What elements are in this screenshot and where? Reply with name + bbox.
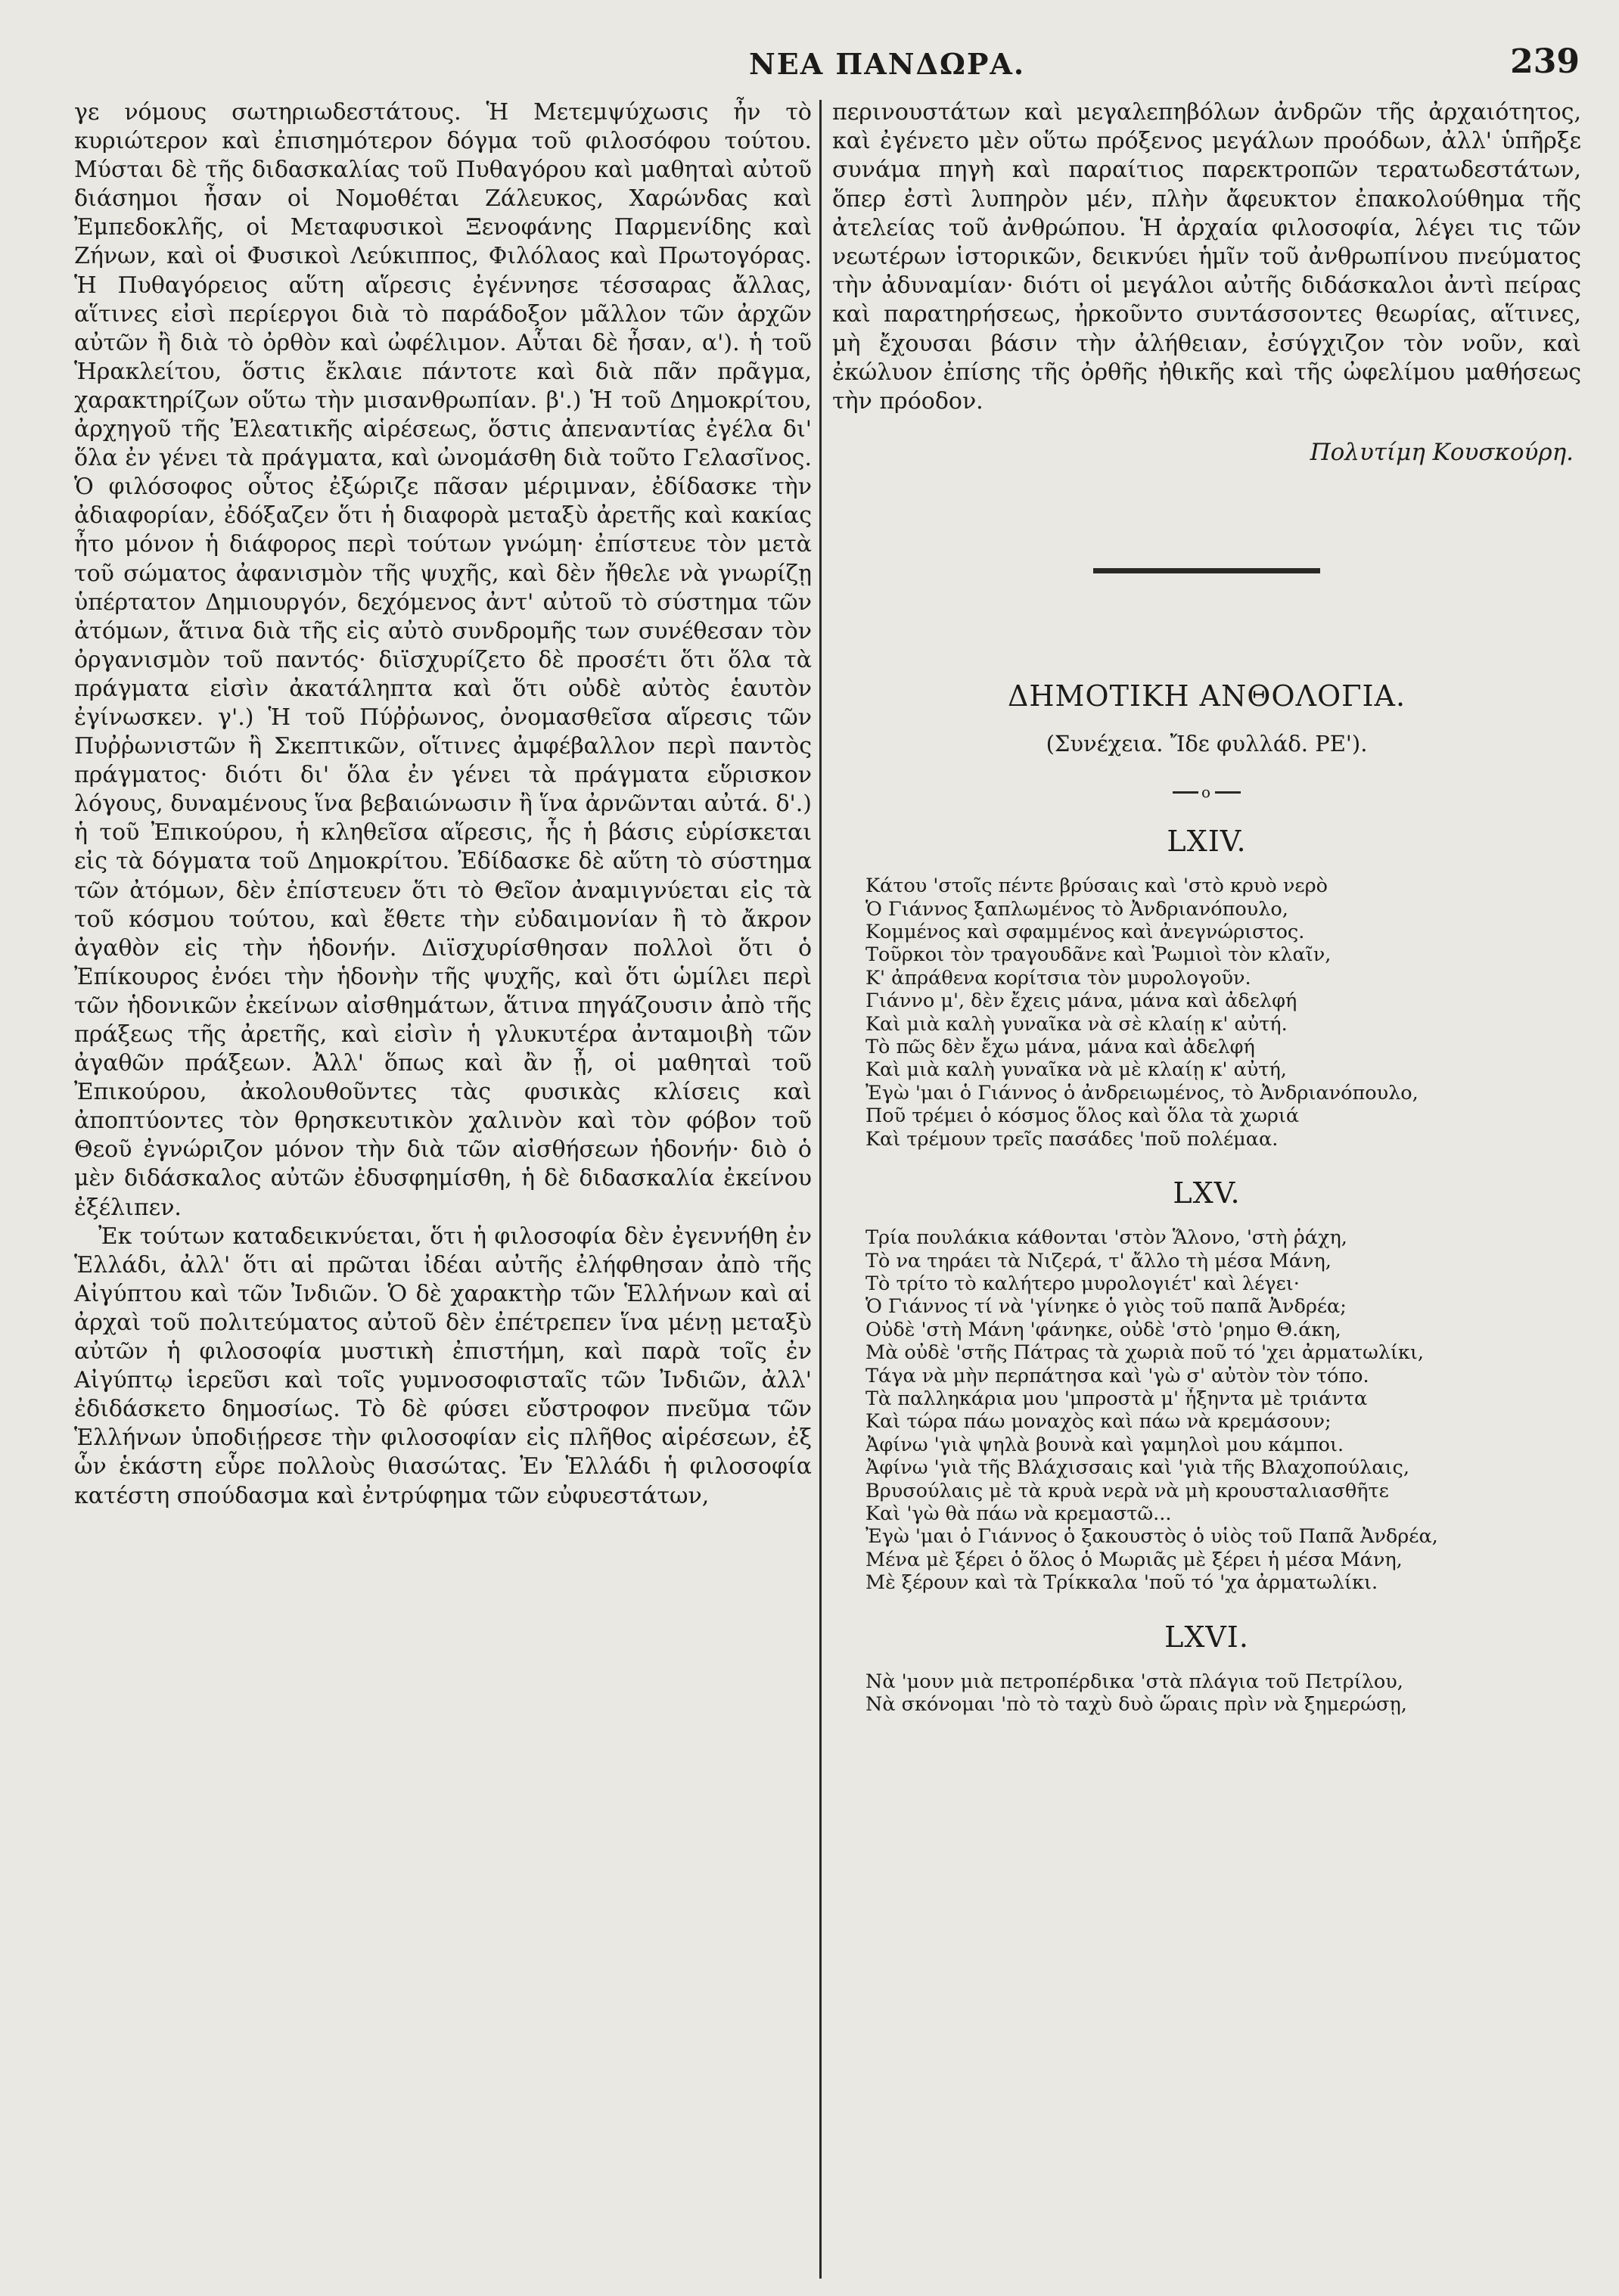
poem-line: Μὰ οὐδὲ 'στῆς Πάτρας τὰ χωριὰ ποῦ τό 'χει ἀρματωλίκι, bbox=[865, 1341, 1424, 1365]
ornament-bar-right bbox=[1215, 791, 1241, 794]
poem-line: Νὰ σκόνομαι 'πὸ τὸ ταχὺ δυὸ ὥραις πρὶν νὰ ξημερώσῃ, bbox=[865, 1693, 1407, 1717]
poem-line: Βρυσούλαις μὲ τὰ κρυὰ νερὰ νὰ μὴ κρουσταλιασθῆτε bbox=[865, 1479, 1389, 1502]
poem-number-lxvi: LXVI. bbox=[1164, 1620, 1249, 1654]
poem-lxiv bbox=[832, 875, 1581, 1151]
poem-line: Καὶ τρέμουν τρεῖς πασάδες 'ποῦ πολέμαα. bbox=[865, 1127, 1279, 1151]
poem-line: Γιάννο μ', δὲν ἔχεις μάνα, μάνα καὶ ἀδελφή bbox=[865, 990, 1297, 1013]
philosophy-paragraph-1: γε νόμους σωτηριωδεστάτους. Ἡ Μετεμψύχωσις ἦν τὸ κυριώτερον καὶ ἐπισημότερον δόγμα τοῦ φιλοσόφου τούτου. Μύσται δὲ τῆς διδασκαλίας τοῦ Πυθαγόρου καὶ μαθηταὶ αὐτοῦ διάσημοι ἦσαν οἱ Νομοθέται Ζάλευκος, Χαρώνδας καὶ Ἐμπεδοκλῆς, οἱ Μεταφυσικοὶ Ξενοφάνης Παρμενίδης καὶ Ζήνων, καὶ οἱ Φυσικοὶ Λεύκιππος, Φιλόλαος καὶ Πρωτογόρας. Ἡ Πυθαγόρειος αὕτη αἵρεσις ἐγέννησε τέσσαρας ἄλλας, αἵτινες εἰσὶ περίεργοι διὰ τὸ παράδοξον μᾶλλον τῶν ἀρχῶν αὐτῶν ἢ διὰ τὸ ὀρθὸν καὶ ὠφέλιμον. Αὗται δὲ ἦσαν, α'). ἡ τοῦ Ἡρακλείτου, ὅστις ἔκλαιε πάντοτε καὶ διὰ πᾶν πρᾶγμα, χαρακτηρίζων οὕτω τὴν μισανθρωπίαν. β'.) Ἡ τοῦ Δημοκρίτου, ἀρχηγοῦ τῆς Ἐλεατικῆς αἱρέσεως, ὅστις ἀπεναντίας ἐγέλα δι' ὅλα ἐν γένει τὰ πράγματα, καὶ ὠνομάσθη διὰ τοῦτο Γελασῖνος. Ὁ φιλόσοφος οὗτος ἐξώριζε πᾶσαν μέριμναν, ἐδίδασκε τὴν ἀδιαφορίαν, ἐδόξαζεν ὅτι ἡ διαφορὰ μεταξὺ ἀρετῆς καὶ κακίας ἦτο μόνον ἡ διάφορος περὶ τούτων γνώμη· ἐπίστευε τὸν μετὰ τοῦ σώματος ἀφανισμὸν τῆς ψυχῆς, καὶ δὲν ἤθελε νὰ γνωρίζῃ ὑπέρτατον Δημιουργόν, δεχόμενος ἀντ' αὐτοῦ τὸ σύστημα τῶν ἀτόμων, ἅτινα διὰ τῆς εἰς αὐτὸ συνδρομῆς των συνέθεσαν τὸν ὀργανισμὸν τοῦ παντός· διϊσχυρίζετο δὲ προσέτι ὅτι ὅλα τὰ πράγματα εἰσὶν ἀκατάληπτα καὶ ὅτι οὐδὲ αὐτὸς ἑαυτὸν ἐγίνωσκεν. γ'.) Ἡ τοῦ Πύῤῥωνος, ὀνομασθεῖσα αἵρεσις τῶν Πυῤῥωνιστῶν ἢ Σκεπτικῶν, οἵτινες ἀμφέβαλλον περὶ παντὸς πράγματος· διότι δι' ὅλα ἐν γένει τὰ πράγματα εὕρισκον λόγους, δυναμένους ἵνα βεβαιώνωσιν ἢ ἵνα ἀρνῶνται αὐτά. δ'.) ἡ τοῦ Ἐπικούρου, ἡ κληθεῖσα αἵρεσις, ἧς ἡ βάσις εὑρίσκεται εἰς τὰ δόγματα τοῦ Δημοκρίτου. Ἐδίδασκε δὲ αὕτη τὸ σύστημα τῶν ἀτόμων, δὲν ἐπίστευεν ὅτι τὸ Θεῖον ἀναμιγνύεται εἰς τὰ τοῦ κόσμου τούτου, καὶ ἔθετε τὴν εὐδαιμονίαν ἢ τὸ ἄκρον ἀγαθὸν εἰς τὴν ἡδονήν. Διϊσχυρίσθησαν πολλοὶ ὅτι ὁ Ἐπίκουρος ἐνόει τὴν ἡδονὴν τῆς ψυχῆς, καὶ ὅτι ὡμίλει περὶ τῶν ἡδονικῶν ἐκείνων αἰσθημάτων, ἅτινα πηγάζουσιν ἀπὸ τῆς πράξεως τῆς ἀρετῆς, καὶ εἰσὶν ἡ γλυκυτέρα ἀνταμοιβὴ τῶν ἀγαθῶν πράξεων. Ἀλλ' ὅπως καὶ ἂν ᾖ, οἱ μαθηταὶ τοῦ Ἐπικούρου, ἀκολουθοῦντες τὰς φυσικὰς κλίσεις καὶ ἀποπτύοντες τὸν θρησκευτικὸν χαλινὸν καὶ τὸν φόβον τοῦ Θεοῦ ἐγνώριζον μόνον τὴν διὰ τῶν αἰσθήσεων ἡδονήν· διὸ ὁ μὲν διδάσκαλος αὐτῶν ἐδυσφημίσθη, ἡ δὲ διδασκαλία ἐκείνου ἐξέλιπεν. bbox=[74, 99, 812, 1221]
poem-line: Ἐγὼ 'μαι ὁ Γιάννος ὁ ξακουστὸς ὁ υἱὸς τοῦ Παπᾶ Ἀνδρέα, bbox=[865, 1525, 1438, 1549]
poem-line: Τὸ πῶς δὲν ἔχω μάνα, μάνα καὶ ἀδελφή bbox=[865, 1036, 1255, 1059]
poem-line: Καὶ τώρα πάω μοναχὸς καὶ πάω νὰ κρεμάσουν; bbox=[865, 1410, 1332, 1434]
author-signature: Πολυτίμη Κουσκούρη. bbox=[1310, 439, 1574, 467]
poem-line: Τὸ τρίτο τὸ καλήτερο μυρολογιέτ' καὶ λέγει· bbox=[865, 1272, 1300, 1295]
section-title: ΔΗΜΟΤΙΚΗ ΑΝΘΟΛΟΓΙΑ. bbox=[1007, 679, 1406, 713]
poem-line: Τρία πουλάκια κάθονται 'στὸν Ἅλονο, 'στὴ ῥάχη, bbox=[865, 1226, 1347, 1250]
philosophy-paragraph-2: Ἐκ τούτων καταδεικνύεται, ὅτι ἡ φιλοσοφία δὲν ἐγεννήθη ἐν Ἑλλάδι, ἀλλ' ὅτι αἱ πρῶται ἰδέαι αὐτῆς ἐλήφθησαν ἀπὸ τῆς Αἰγύπτου καὶ τῶν Ἰνδιῶν. Ὁ δὲ χαρακτὴρ τῶν Ἑλλήνων καὶ αἱ ἀρχαὶ τοῦ πολιτεύματος αὐτοῦ δὲν ἐπέτρεπεν ἵνα μένῃ μεταξὺ αὐτῶν ἡ φιλοσοφία μυστικὴ ἐπιστήμη, καὶ παρὰ τοῖς ἐν Αἰγύπτῳ ἱερεῦσι καὶ τοῖς γυμνοσοφισταῖς τῶν Ἰνδιῶν, ἀλλ' ἐδιδάσκετο δημοσίως. Τὸ δὲ φύσει εὔστροφον πνεῦμα τῶν Ἑλλήνων ὑποδιῄρεσε τὴν φιλοσοφίαν εἰς πλῆθος αἱρέσεων, ἐξ ὧν ἑκάστη εὗρε πολλοὺς θιασώτας. Ἐν Ἑλλάδι ἡ φιλοσοφία κατέστη σπούδασμα καὶ ἐντρύφημα τῶν εὐφυεστάτων, bbox=[74, 1223, 812, 1509]
poem-line: Ποῦ τρέμει ὁ κόσμος ὅλος καὶ ὅλα τὰ χωριά bbox=[865, 1105, 1300, 1128]
page-number: 239 bbox=[1510, 42, 1580, 81]
right-column bbox=[832, 98, 1581, 1716]
poem-line: Ὁ Γιάννος τί νὰ 'γίνηκε ὁ γιὸς τοῦ παπᾶ Ἀνδρέα; bbox=[865, 1295, 1347, 1319]
poem-line: Καὶ μιὰ καλὴ γυναῖκα νὰ σὲ κλαίῃ κ' αὐτή. bbox=[865, 1012, 1288, 1036]
poem-line: Καὶ μιὰ καλὴ γυναῖκα νὰ μὲ κλαίῃ κ' αὐτή, bbox=[865, 1058, 1287, 1082]
poem-line: Κ' ἀπράθενα κορίτσια τὸν μυρολογοῦν. bbox=[865, 966, 1251, 990]
poem-line: Ὁ Γιάννος ξαπλωμένος τὸ Ἀνδριανόπουλο, bbox=[865, 897, 1288, 921]
poem-number-lxiv: LXIV. bbox=[1167, 825, 1247, 859]
periodical-title: ΝΕΑ ΠΑΝΔΩΡΑ. bbox=[749, 47, 1026, 81]
ornament-divider bbox=[1173, 783, 1241, 802]
section-subtitle: (Συνέχεια. Ἴδε φυλλάδ. ΡΕ'). bbox=[1046, 731, 1368, 757]
poem-line: Ἀφίνω 'γιὰ τῆς Βλάχισσαις καὶ 'γιὰ τῆς Βλαχοπούλαις, bbox=[865, 1456, 1409, 1480]
ornament-bar-left bbox=[1173, 791, 1198, 794]
poem-lxv bbox=[832, 1226, 1581, 1595]
poem-line: Τάγα νὰ μὴν περπάτησα καὶ 'γὼ σ' αὐτὸν τὸν τόπο. bbox=[865, 1364, 1369, 1387]
poem-line: Τὸ να τηράει τὰ Νιζερά, τ' ἄλλο τὴ μέσα Μάνη, bbox=[865, 1249, 1332, 1272]
poem-line: Νὰ 'μουν μιὰ πετροπέρδικα 'στὰ πλάγια τοῦ Πετρίλου, bbox=[865, 1670, 1403, 1693]
left-column bbox=[74, 98, 812, 1511]
poem-line: Κάτου 'στοῖς πέντε βρύσαις καὶ 'στὸ κρυὸ νερὸ bbox=[865, 875, 1328, 898]
article-continuation-paragraph: περινουστάτων καὶ μεγαλεπηβόλων ἀνδρῶν τῆς ἀρχαιότητος, καὶ ἐγένετο μὲν οὕτω πρόξενος μεγάλων προόδων, ἀλλ' ὑπῆρξε συνάμα πηγὴ καὶ παραίτιος παρεκτροπῶν τερατωδεστάτων, ὅπερ ἐστὶ λυπηρὸν μέν, πλὴν ἄφευκτον ἐπακολούθημα τῆς ἀτελείας τοῦ ἀνθρώπου. Ἡ ἀρχαία φιλοσοφία, λέγει τις τῶν νεωτέρων ἱστορικῶν, δεικνύει ἡμῖν τοῦ ἀνθρωπίνου πνεύματος τὴν ἀδυναμίαν· διότι οἱ μεγάλοι αὐτῆς διδάσκαλοι ἀντὶ πείρας καὶ παρατηρήσεως, ἠρκοῦντο συντάσσοντες θεωρίας, αἵτινες, μὴ ἔχουσαι βάσιν τὴν ἀλήθειαν, ἐσύγχιζον τὸν νοῦν, καὶ ἐκώλυον ἐπίσης τῆς ὀρθῆς ἠθικῆς καὶ τῆς ὠφελίμου μαθήσεως τὴν πρόοδον. bbox=[832, 99, 1581, 415]
poem-number-lxv: LXV. bbox=[1173, 1176, 1241, 1210]
poem-line: Οὐδὲ 'στὴ Μάνη 'φάνηκε, οὐδὲ 'στὸ 'ρημο Θ.άκη, bbox=[865, 1318, 1341, 1341]
running-head bbox=[0, 42, 1619, 92]
poem-line: Τὰ παλληκάρια μου 'μπροστὰ μ' ἦξηντα μὲ τριάντα bbox=[865, 1387, 1368, 1410]
ornament-circle: o bbox=[1201, 783, 1211, 802]
poem-lxvi bbox=[832, 1670, 1581, 1717]
poem-line: Ἐγὼ 'μαι ὁ Γιάννος ὁ ἀνδρειωμένος, τὸ Ἀνδριανόπουλο, bbox=[865, 1081, 1419, 1105]
section-separator-rule bbox=[1093, 568, 1320, 573]
poem-line: Κομμένος καὶ σφαμμένος καὶ ἀνεγνώριστος. bbox=[865, 921, 1305, 944]
poem-line: Τοῦρκοι τὸν τραγουδᾶνε καὶ Ῥωμιοὶ τὸν κλαῖν, bbox=[865, 943, 1332, 967]
poem-line: Μένα μὲ ξέρει ὁ ὅλος ὁ Μωριᾶς μὲ ξέρει ἡ μέσα Μάνη, bbox=[865, 1548, 1403, 1571]
poem-line: Καὶ 'γὼ θὰ πάω νὰ κρεμαστῶ... bbox=[865, 1502, 1172, 1525]
poem-line: Ἀφίνω 'γιὰ ψηλὰ βουνὰ καὶ γαμηλοὶ μου κάμποι. bbox=[865, 1433, 1344, 1456]
poem-line: Μὲ ξέρουν καὶ τὰ Τρίκκαλα 'ποῦ τό 'χα ἀρματωλίκι. bbox=[865, 1571, 1378, 1595]
column-divider bbox=[819, 100, 822, 2279]
